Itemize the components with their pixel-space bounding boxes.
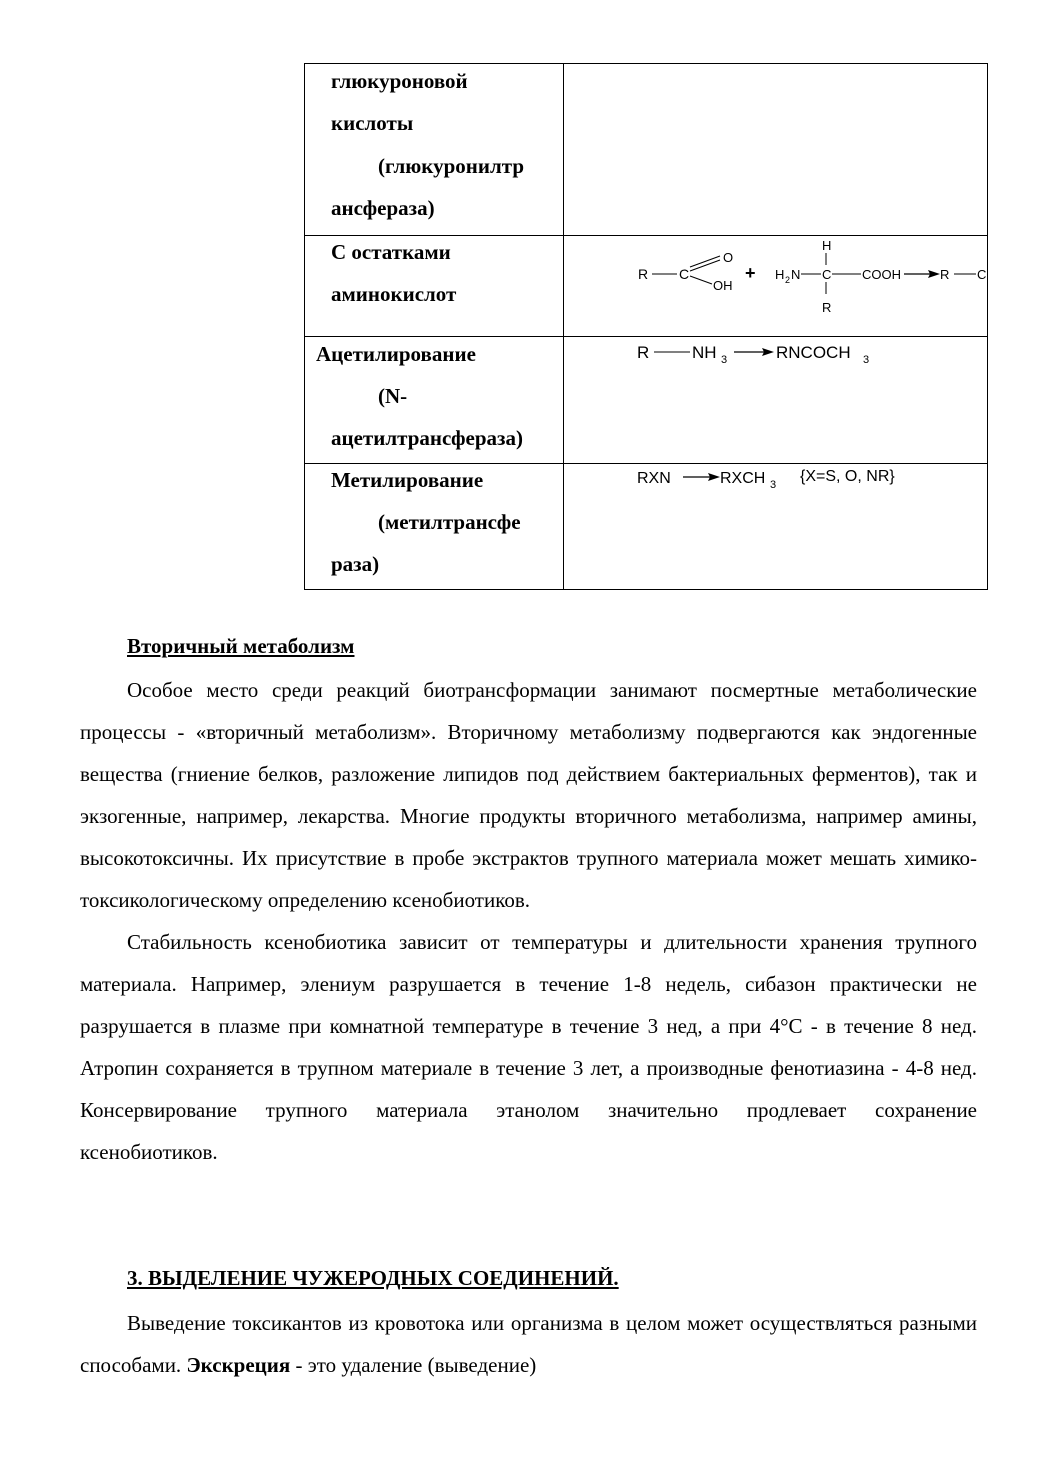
formula-text: C [977, 267, 987, 282]
formula-cell [564, 337, 987, 463]
formula-text: RXCH [720, 470, 766, 487]
formula-text: COOH [862, 267, 901, 282]
paragraph-text: - это удаление (выведение) [290, 1353, 537, 1377]
table-row [305, 336, 987, 463]
reactions-table [304, 63, 988, 590]
methylation-formula [564, 464, 987, 590]
formula-text: H [775, 267, 785, 282]
formula-text: {X=S, O, NR} [800, 468, 895, 485]
reaction-name-cell [305, 337, 563, 463]
cell-text: аминокислот [331, 282, 457, 306]
formula-cell [564, 464, 987, 590]
reaction-name-cell [305, 236, 563, 336]
reaction-name-cell [305, 464, 563, 590]
formula-subscript: 3 [721, 354, 728, 366]
formula-text: C [822, 267, 832, 282]
acetylation-formula [564, 337, 987, 463]
cell-text: ансфераза) [331, 196, 435, 220]
formula-text: RNCOCH [776, 343, 851, 362]
section-heading: Вторичный метаболизм [127, 634, 355, 658]
reaction-name-cell [305, 64, 563, 235]
term-excretion: Экскреция [186, 1353, 291, 1377]
cell-text: (метилтрансфе [378, 510, 521, 534]
section-heading: 3. ВЫДЕЛЕНИЕ ЧУЖЕРОДНЫХ СОЕДИНЕНИЙ. [127, 1266, 619, 1290]
formula-text: R [638, 266, 649, 282]
body-text [80, 669, 977, 1173]
cell-text: ацетилтрансфераза) [331, 426, 523, 450]
formula-text: R [637, 343, 650, 362]
paragraph: Особое место среди реакций биотрансформации занимают посмертные метаболические процессы - «вторичный метаболизм». Вторичному метаболизму подвергаются как эндогенные вещества (гниение белков, разложение липидов под действием бактериальных ферментов), так и экзогенные, например, лекарства. Многие продукты вторичного метаболизма, например амины, высокотоксичны. Их присутствие в пробе экстрактов трупного материала может мешать химико-токсикологическому определению ксенобиотиков. [80, 678, 977, 912]
formula-text: O [723, 250, 734, 265]
cell-text: Метилирование [331, 468, 484, 492]
cell-text: глюкуроновой [331, 69, 468, 93]
cell-text: С остатками [331, 240, 451, 264]
formula-text: R [822, 300, 832, 315]
plus-sign: + [745, 263, 756, 283]
table-row [305, 235, 987, 336]
cell-text: кислоты [331, 111, 414, 135]
cell-text: Ацетилирование [316, 342, 476, 366]
cell-text: (N- [378, 384, 408, 408]
paragraph [80, 1302, 977, 1386]
formula-cell [564, 236, 987, 336]
formula-text: R [940, 267, 950, 282]
formula-text: RXN [637, 470, 671, 487]
formula-subscript: 2 [785, 275, 791, 285]
table-row [305, 64, 987, 235]
amino-acid-conjugation-formula [564, 236, 987, 336]
formula-text: N [791, 267, 801, 282]
cell-text: раза) [331, 552, 380, 576]
formula-subscript: 3 [863, 354, 870, 366]
cell-text: (глюкуронилтр [378, 154, 525, 178]
formula-subscript: 3 [770, 479, 777, 491]
paragraph-text: Выведение токсикантов из кровотока или организма в целом может осуществляться разными способами. [80, 1311, 977, 1377]
table-row [305, 463, 987, 590]
formula-cell [564, 64, 987, 235]
formula-text: H [822, 238, 832, 253]
formula-text: C [679, 266, 690, 282]
formula-text: NH [692, 343, 717, 362]
paragraph: Стабильность ксенобиотика зависит от температуры и длительности хранения трупного материала. Например, элениум разрушается в течение 1-8 недель, сибазон практически не разрушается в плазме при комнатной температуре в течение 3 нед, а при 4°С - в течение 8 нед. Атропин сохраняется в трупном материале в течение 3 лет, а производные фенотиазина - 4-8 нед. Консервирование трупного материала этанолом значительно продлевает сохранение ксенобиотиков. [80, 930, 977, 1164]
body-text [80, 1302, 977, 1386]
formula-text: OH [713, 278, 733, 293]
